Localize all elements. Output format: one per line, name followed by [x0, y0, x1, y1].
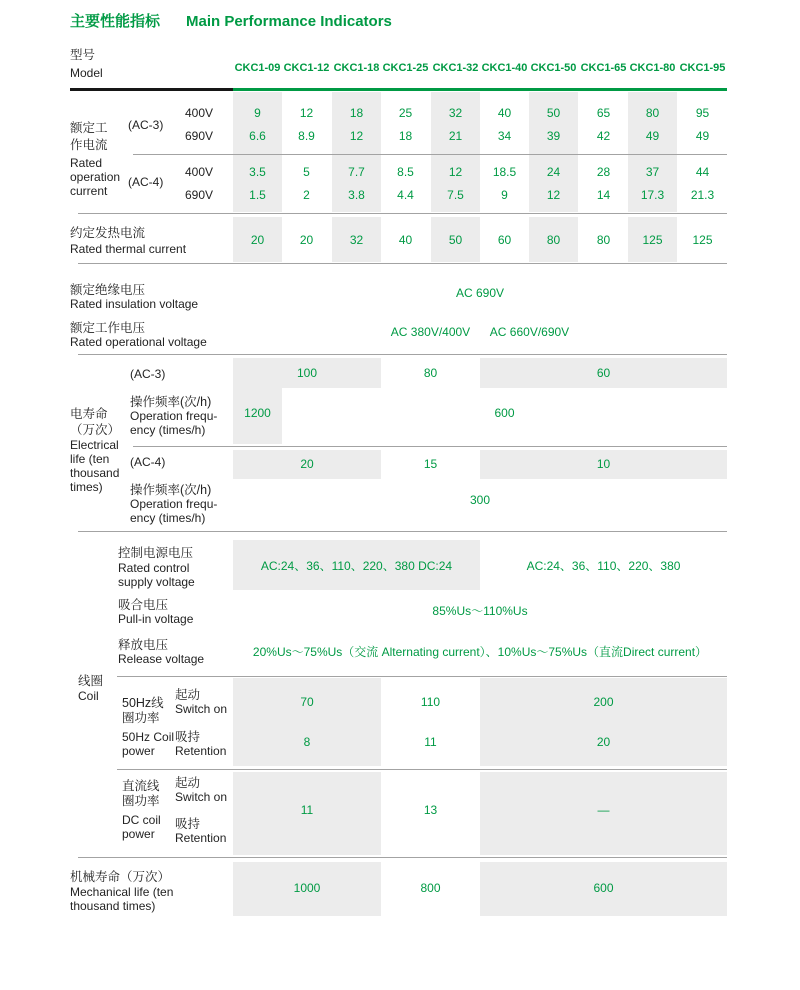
voltage-label: 400V	[185, 106, 214, 120]
merged-value: 200	[593, 695, 614, 709]
value-cell: 7.5	[447, 188, 464, 202]
dc-label-zh: 直流线	[122, 779, 160, 793]
model-column-header: CKC1-50	[530, 62, 577, 74]
merged-cell-bg	[480, 678, 727, 766]
merged-value: 800	[420, 881, 441, 895]
freq-label-zh: 操作频率(次/h)	[130, 395, 212, 409]
elife-label-en: life (ten	[70, 452, 110, 466]
value-cell: 37	[645, 165, 660, 179]
section-divider	[78, 857, 727, 858]
insulation-label-zh: 额定绝缘电压	[70, 283, 146, 297]
value-cell: 34	[497, 129, 512, 143]
section-label-zh: 额定工	[70, 121, 108, 135]
model-column-header: CKC1-80	[629, 62, 676, 74]
elife-label-en: Electrical	[70, 438, 119, 452]
section-divider	[78, 213, 727, 214]
value-cell: 49	[645, 129, 660, 143]
freq-label-en: ency (times/h)	[130, 423, 206, 437]
mech-label-zh: 机械寿命（万次）	[70, 870, 171, 884]
mech-label-en: Mechanical life (ten	[70, 885, 174, 899]
model-label-zh: 型号	[70, 48, 96, 62]
elife-label-zh: 电寿命	[70, 407, 108, 421]
merged-value: 15	[423, 457, 438, 471]
page-title-en: Main Performance Indicators	[186, 13, 392, 30]
freq-label-zh: 操作频率(次/h)	[130, 483, 212, 497]
value-cell: 32	[349, 233, 364, 247]
hz50-label-zh: 50Hz线	[122, 696, 164, 710]
freq-label-en: Operation frequ-	[130, 409, 218, 423]
merged-value: 13	[423, 803, 438, 817]
section-divider	[78, 531, 727, 532]
value-cell: 39	[546, 129, 561, 143]
ac4-label: (AC-4)	[128, 175, 164, 189]
value-cell: 21.3	[690, 188, 715, 202]
value-cell: 80	[546, 233, 561, 247]
merged-value: AC 690V	[455, 286, 505, 300]
value-cell: 3.8	[348, 188, 365, 202]
value-cell: 40	[398, 233, 413, 247]
value-cell: 1.5	[249, 188, 266, 202]
dc-label-en: power	[122, 827, 155, 841]
section-label-zh: 作电流	[70, 138, 108, 152]
merged-value: 600	[593, 881, 614, 895]
value-cell: 95	[695, 106, 710, 120]
merged-value: 20	[300, 457, 314, 471]
model-column-header: CKC1-12	[283, 62, 330, 74]
model-column-header: CKC1-25	[382, 62, 429, 74]
insulation-label-en: Rated insulation voltage	[70, 297, 199, 311]
value-cell: 49	[695, 129, 710, 143]
mech-label-en: thousand times)	[70, 899, 156, 913]
pull-in-label-zh: 吸合电压	[118, 598, 169, 612]
elife-label-en: times)	[70, 480, 103, 494]
release-label-zh: 释放电压	[118, 638, 169, 652]
model-column-header: CKC1-40	[481, 62, 528, 74]
row-divider	[133, 154, 727, 155]
merged-value: 10	[596, 457, 611, 471]
value-cell: 4.4	[397, 188, 414, 202]
merged-value: 60	[596, 366, 611, 380]
value-cell: 12	[448, 165, 463, 179]
value-cell: 20	[250, 233, 265, 247]
value-cell: 65	[596, 106, 611, 120]
value-cell: 21	[448, 129, 463, 143]
merged-value: 85%Us～110%Us	[432, 604, 528, 618]
elife-label-zh: （万次）	[70, 423, 121, 437]
value-cell: 9	[501, 188, 508, 202]
value-cell: 60	[497, 233, 512, 247]
merged-value: —	[597, 803, 610, 817]
value-cell: 17.3	[640, 188, 665, 202]
value-cell: 12	[546, 188, 561, 202]
voltage-label: 400V	[185, 165, 214, 179]
dc-label-en: DC coil	[122, 813, 161, 827]
ac3-label: (AC-3)	[130, 367, 166, 381]
value-cell: 125	[642, 233, 663, 247]
section-divider	[78, 263, 727, 264]
value-cell: 20	[299, 233, 314, 247]
model-column-header: CKC1-65	[580, 62, 627, 74]
value-cell: 25	[398, 106, 413, 120]
value-cell: 42	[596, 129, 611, 143]
section-divider	[78, 354, 727, 355]
thermal-label-zh: 约定发热电流	[70, 226, 146, 240]
value-cell: 3.5	[249, 165, 266, 179]
value-cell: 125	[692, 233, 713, 247]
value-cell: 9	[254, 106, 261, 120]
merged-value: 100	[296, 366, 318, 380]
model-column-header: CKC1-09	[234, 62, 281, 74]
merged-value: 11	[300, 803, 314, 817]
merged-value: 110	[420, 695, 441, 709]
merged-value: 300	[469, 493, 491, 507]
value-cell: 6.6	[249, 129, 266, 143]
value-cell: 14	[596, 188, 611, 202]
merged-cell-bg	[233, 678, 381, 766]
hz50-label-zh: 圈功率	[122, 711, 160, 725]
value-cell: 32	[448, 106, 463, 120]
retention-label-zh: 吸持	[175, 817, 201, 831]
value-cell: 24	[546, 165, 561, 179]
value-cell: 50	[448, 233, 463, 247]
value-cell: 18	[398, 129, 413, 143]
merged-value: 70	[300, 695, 314, 709]
merged-value: 20%Us～75%Us（交流 Alternating current）、10%Us～75%Us（直流Direct current）	[252, 645, 708, 659]
merged-value: 1200	[244, 406, 271, 420]
header-rule-green	[233, 88, 727, 91]
operational-label-en: Rated operational voltage	[70, 335, 207, 349]
model-column-header: CKC1-18	[333, 62, 380, 74]
value-cell: 8.9	[298, 129, 315, 143]
merged-value: AC:24、36、110、220、380 DC:24	[260, 559, 453, 573]
elife-label-en: thousand	[70, 466, 120, 480]
dc-label-zh: 圈功率	[122, 794, 160, 808]
switch-on-label-zh: 起动	[175, 776, 201, 790]
retention-label-en: Retention	[175, 831, 227, 845]
section-label-en: Rated	[70, 156, 103, 170]
voltage-label: 690V	[185, 129, 214, 143]
hz50-label-en: power	[122, 744, 155, 758]
ac4-label: (AC-4)	[130, 455, 166, 469]
value-cell: 28	[596, 165, 611, 179]
row-divider	[117, 676, 727, 677]
section-label-en: current	[70, 184, 108, 198]
section-label-en: operation	[70, 170, 121, 184]
value-cell: 7.7	[348, 165, 365, 179]
merged-value: 600	[494, 406, 515, 420]
value-cell: 8.5	[397, 165, 414, 179]
value-cell: 2	[303, 188, 310, 202]
freq-label-en: Operation frequ-	[130, 497, 218, 511]
pull-in-label-en: Pull-in voltage	[118, 612, 194, 626]
switch-on-label-zh: 起动	[175, 688, 201, 702]
retention-label-en: Retention	[175, 744, 227, 758]
merged-value: AC:24、36、110、220、380	[526, 559, 681, 573]
merged-value: 20	[596, 735, 611, 749]
control-supply-label-en: supply voltage	[118, 575, 195, 589]
control-supply-label-zh: 控制电源电压	[118, 546, 194, 560]
hz50-label-en: 50Hz Coil	[122, 730, 175, 744]
operational-label-zh: 额定工作电压	[70, 321, 146, 335]
value-cell: 80	[645, 106, 660, 120]
value-cell: 40	[497, 106, 512, 120]
retention-label-zh: 吸持	[175, 730, 201, 744]
value-cell: 18	[349, 106, 364, 120]
thermal-label-en: Rated thermal current	[70, 242, 187, 256]
model-column-header: CKC1-95	[679, 62, 726, 74]
model-column-header: CKC1-32	[432, 62, 479, 74]
merged-value: 1000	[293, 881, 321, 895]
switch-on-label-en: Switch on	[175, 702, 228, 716]
release-label-en: Release voltage	[118, 652, 205, 666]
ac3-label: (AC-3)	[128, 118, 164, 132]
switch-on-label-en: Switch on	[175, 790, 228, 804]
value-cell: 5	[303, 165, 310, 179]
merged-value: AC 660V/690V	[489, 325, 570, 339]
header-rule-black	[70, 88, 233, 91]
row-divider	[117, 769, 727, 770]
merged-value: 8	[303, 735, 311, 749]
freq-label-en: ency (times/h)	[130, 511, 206, 525]
value-cell: 18.5	[492, 165, 517, 179]
page-title-zh: 主要性能指标	[70, 13, 161, 30]
value-cell: 12	[349, 129, 364, 143]
merged-value: 80	[423, 366, 438, 380]
value-cell: 80	[596, 233, 611, 247]
voltage-label: 690V	[185, 188, 214, 202]
merged-value: AC 380V/400V	[390, 325, 471, 339]
coil-label-en: Coil	[78, 689, 99, 703]
control-supply-label-en: Rated control	[118, 561, 190, 575]
value-cell: 12	[299, 106, 314, 120]
value-cell: 44	[695, 165, 710, 179]
row-divider	[133, 446, 727, 447]
value-cell: 50	[546, 106, 561, 120]
coil-label-zh: 线圈	[78, 674, 104, 688]
model-label-en: Model	[70, 66, 103, 80]
merged-value: 11	[424, 735, 437, 749]
